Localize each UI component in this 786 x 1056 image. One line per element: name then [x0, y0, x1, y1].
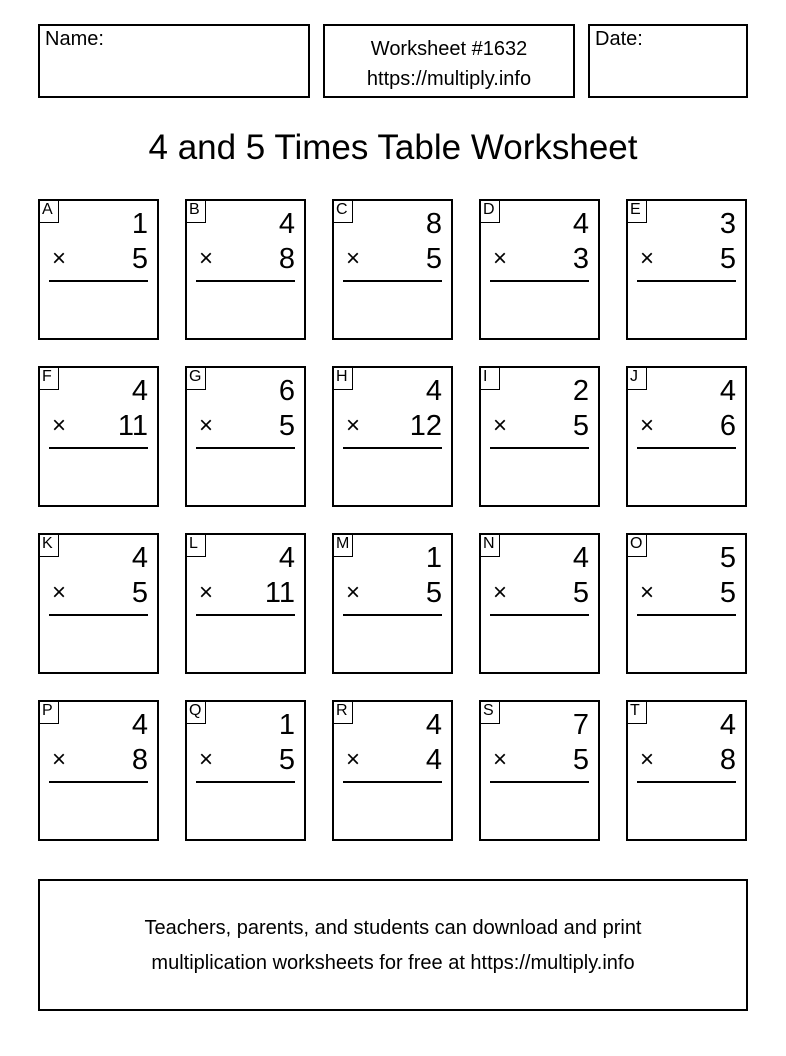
problem-card[interactable] [479, 700, 600, 841]
problem-card[interactable] [38, 700, 159, 841]
answer-line [49, 280, 148, 282]
times-sign: × [493, 746, 508, 773]
multiplier: 12 [409, 410, 442, 442]
multiplier: 5 [719, 577, 736, 609]
multiplier: 11 [264, 577, 295, 609]
multiplicand: 4 [572, 208, 589, 240]
multiplier: 5 [278, 410, 295, 442]
answer-line [196, 447, 295, 449]
times-sign: × [640, 579, 655, 606]
answer-line [490, 447, 589, 449]
problem-card[interactable] [185, 366, 306, 507]
answer-line [49, 614, 148, 616]
multiplicand: 4 [572, 542, 589, 574]
answer-line [637, 614, 736, 616]
footer-notice [38, 879, 748, 1011]
problem-letter: G [186, 367, 206, 390]
times-sign: × [346, 412, 361, 439]
problem-card[interactable] [479, 199, 600, 340]
problem-card[interactable] [332, 700, 453, 841]
times-sign: × [52, 412, 67, 439]
worksheet-info-box [323, 24, 575, 98]
problem-letter: S [480, 701, 500, 724]
footer-line-1: Teachers, parents, and students can download and print [144, 917, 642, 939]
multiplier: 11 [117, 410, 148, 442]
multiplier: 5 [425, 243, 442, 275]
problem-letter: M [333, 534, 353, 557]
date-field[interactable] [588, 24, 748, 98]
problem-card[interactable] [626, 700, 747, 841]
problem-letter: P [39, 701, 59, 724]
multiplicand: 4 [425, 709, 442, 741]
answer-line [343, 280, 442, 282]
times-sign: × [640, 746, 655, 773]
multiplicand: 4 [131, 709, 148, 741]
answer-line [637, 781, 736, 783]
times-sign: × [493, 412, 508, 439]
multiplicand: 1 [278, 709, 295, 741]
multiplicand: 1 [425, 542, 442, 574]
page-title: 4 and 5 Times Table Worksheet [148, 128, 638, 167]
problem-card[interactable] [332, 199, 453, 340]
problem-card[interactable] [185, 533, 306, 674]
multiplicand: 8 [425, 208, 442, 240]
problem-letter: I [480, 367, 500, 390]
multiplier: 5 [131, 577, 148, 609]
answer-line [343, 614, 442, 616]
times-sign: × [52, 746, 67, 773]
answer-line [196, 280, 295, 282]
name-field[interactable] [38, 24, 310, 98]
multiplicand: 4 [719, 375, 736, 407]
multiplicand: 5 [719, 542, 736, 574]
problem-card[interactable] [185, 700, 306, 841]
times-sign: × [199, 412, 214, 439]
times-sign: × [493, 245, 508, 272]
problem-letter: R [333, 701, 353, 724]
answer-line [49, 781, 148, 783]
answer-line [637, 447, 736, 449]
answer-line [490, 280, 589, 282]
problem-letter: L [186, 534, 206, 557]
multiplicand: 7 [572, 709, 589, 741]
problem-letter: B [186, 200, 206, 223]
problem-card[interactable] [332, 533, 453, 674]
problem-letter: A [39, 200, 59, 223]
multiplier: 8 [719, 744, 736, 776]
problem-card[interactable] [479, 533, 600, 674]
answer-line [343, 781, 442, 783]
multiplier: 8 [278, 243, 295, 275]
multiplicand: 4 [278, 542, 295, 574]
times-sign: × [199, 579, 214, 606]
multiplier: 5 [572, 410, 589, 442]
multiplier: 4 [425, 744, 442, 776]
problem-card[interactable] [38, 533, 159, 674]
worksheet-url[interactable]: https://multiply.info [366, 68, 532, 90]
multiplier: 8 [131, 744, 148, 776]
multiplier: 5 [278, 744, 295, 776]
multiplier: 5 [572, 744, 589, 776]
times-sign: × [346, 245, 361, 272]
problem-letter: O [627, 534, 647, 557]
multiplicand: 6 [278, 375, 295, 407]
multiplier: 5 [425, 577, 442, 609]
problem-card[interactable] [626, 366, 747, 507]
multiplicand: 2 [572, 375, 589, 407]
times-sign: × [52, 579, 67, 606]
problem-letter: F [39, 367, 59, 390]
answer-line [343, 447, 442, 449]
times-sign: × [346, 579, 361, 606]
problem-letter: N [480, 534, 500, 557]
times-sign: × [199, 245, 214, 272]
multiplier: 3 [572, 243, 589, 275]
problem-card[interactable] [626, 199, 747, 340]
problem-card[interactable] [38, 199, 159, 340]
problem-letter: C [333, 200, 353, 223]
footer-line-2: multiplication worksheets for free at https://multiply.info [151, 952, 635, 974]
problem-letter: E [627, 200, 647, 223]
problem-card[interactable] [332, 366, 453, 507]
worksheet-number: Worksheet #1632 [370, 38, 528, 60]
times-sign: × [199, 746, 214, 773]
problem-letter: T [627, 701, 647, 724]
multiplicand: 4 [278, 208, 295, 240]
multiplier: 5 [719, 243, 736, 275]
date-label: Date: [595, 28, 643, 50]
problem-letter: J [627, 367, 647, 390]
name-label: Name: [45, 28, 104, 50]
multiplier: 5 [131, 243, 148, 275]
answer-line [49, 447, 148, 449]
times-sign: × [346, 746, 361, 773]
answer-line [490, 781, 589, 783]
answer-line [196, 614, 295, 616]
problem-letter: K [39, 534, 59, 557]
problem-letter: Q [186, 701, 206, 724]
multiplier: 6 [719, 410, 736, 442]
answer-line [637, 280, 736, 282]
times-sign: × [640, 245, 655, 272]
answer-line [490, 614, 589, 616]
multiplicand: 3 [719, 208, 736, 240]
problem-letter: D [480, 200, 500, 223]
multiplicand: 4 [719, 709, 736, 741]
multiplicand: 4 [131, 375, 148, 407]
times-sign: × [52, 245, 67, 272]
times-sign: × [640, 412, 655, 439]
times-sign: × [493, 579, 508, 606]
multiplicand: 1 [131, 208, 148, 240]
problem-card[interactable] [626, 533, 747, 674]
problem-card[interactable] [185, 199, 306, 340]
multiplicand: 4 [131, 542, 148, 574]
problem-card[interactable] [38, 366, 159, 507]
problem-card[interactable] [479, 366, 600, 507]
answer-line [196, 781, 295, 783]
multiplier: 5 [572, 577, 589, 609]
multiplicand: 4 [425, 375, 442, 407]
problem-letter: H [333, 367, 353, 390]
